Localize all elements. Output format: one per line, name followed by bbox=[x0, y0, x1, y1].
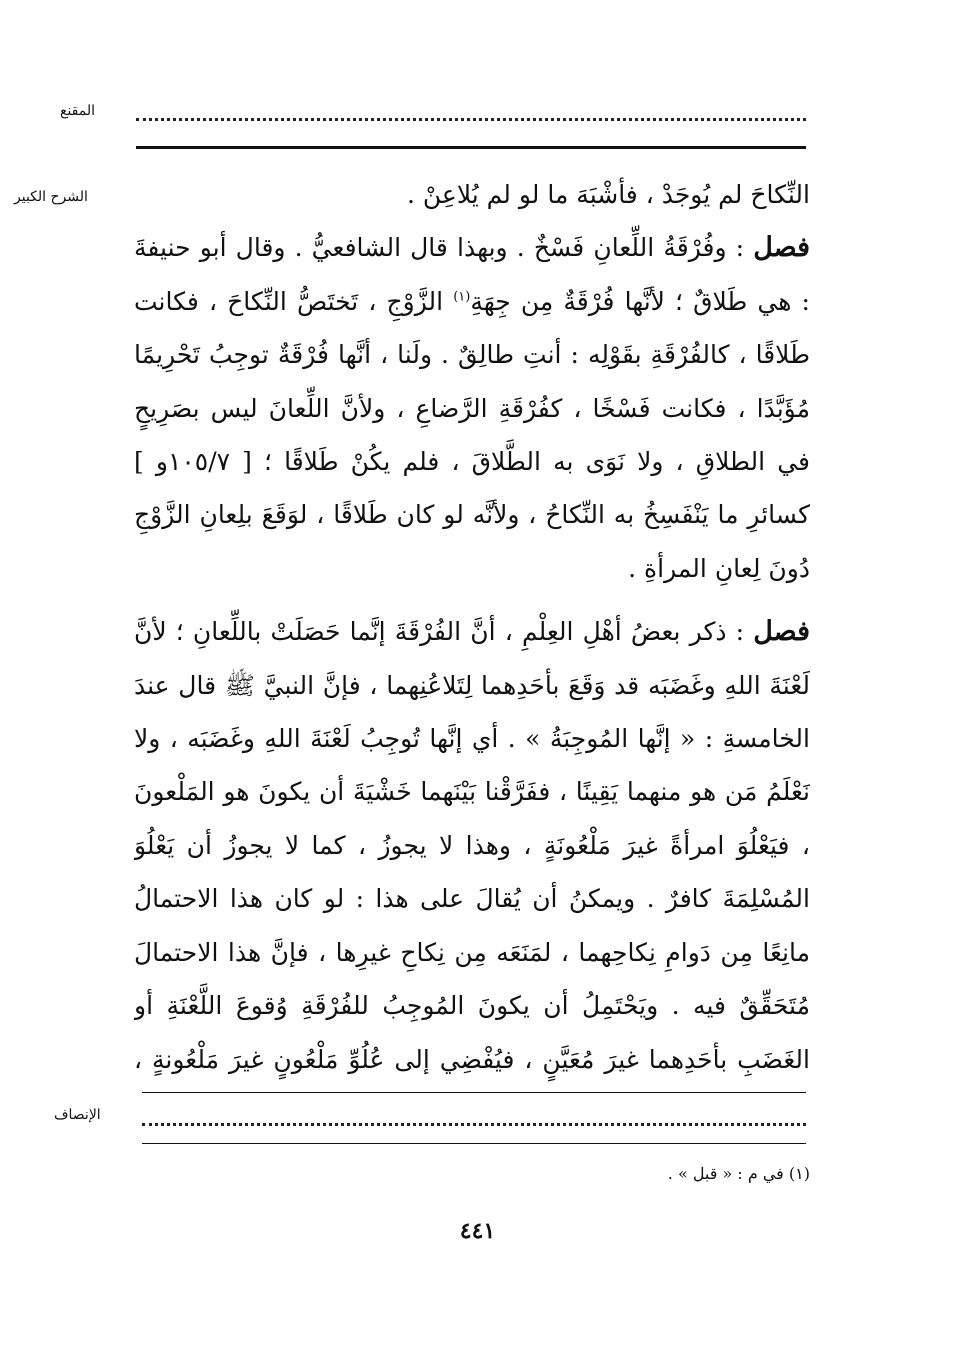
header-rule bbox=[136, 146, 806, 149]
footnote: (١) في م : « قبل » . bbox=[667, 1164, 810, 1183]
muqni-label: المقنع bbox=[60, 103, 96, 119]
fasl-1-paragraph: فصل : وفُرْقَةُ اللِّعانِ فَسْخٌ . وبهذا قال الشافعيُّ . وقال أبو حنيفةَ : هي طَلاقٌ ؛ لأنَّها فُرْقَةٌ مِن جِهَةِ$^{(١)}$ الزَّوْجِ ، تَختَصُّ النِّكاحَ ، فكانت طَلاقًا ، كالفُرْقَةِ بقَوْلِه : أنتِ طالِقٌ . ولَنا ، أنَّها فُرْقَةٌ توجِبُ تَحْرِيمًا مُؤَبَّدًا ، فكانت فَسْخًا ، كفُرْقَةِ الرَّضاعِ ، ولأنَّ اللِّعانَ ليس بصَرِيحٍ في الطلاقِ ، ولا نَوَى به الطَّلاقَ ، فلم يكُنْ طَلاقًا ؛ [ ١٠٥/٧و ] كسائرِ ما يَنْفَسِخُ به النِّكاحُ ، ولأنَّه لو كان طَلاقًا ، لوَقَعَ بلِعانِ الزَّوْجِ دُونَ لِعانِ المرأةِ . bbox=[134, 232, 810, 583]
muqni-dotted-line bbox=[136, 118, 806, 123]
fasl-1-heading: فصل bbox=[753, 232, 810, 264]
opening-line: النِّكاحَ لم يُوجَدْ ، فأشْبَهَ ما لو لم يُلاعِنْ . bbox=[407, 180, 810, 209]
page-number: ٤٤١ bbox=[459, 1218, 496, 1244]
commentary-bottom-rule bbox=[142, 1092, 806, 1093]
insaf-dotted-line bbox=[142, 1123, 806, 1128]
commentary-text bbox=[134, 168, 810, 1088]
insaf-label: الإنصاف bbox=[54, 1107, 101, 1123]
footnote-rule bbox=[142, 1143, 806, 1144]
footnote-ref-1: (١) bbox=[453, 289, 471, 305]
sharh-kabir-label: الشرح الكبير bbox=[14, 189, 88, 205]
fasl-2-paragraph: فصل : ذكر بعضُ أهْلِ العِلْمِ ، أنَّ الفُرْقَةَ إنَّما حَصَلَتْ باللِّعانِ ؛ لأنَّ لَعْنَةَ اللهِ وغَضَبَه قد وَقَعَ بأحَدِهما لِتَلاعُنِهما ، فإنَّ النبيَّ ﷺ قال عندَ الخامسةِ : « إنَّها المُوجِبَةُ » . أي إنَّها تُوجِبُ لَعْنَةَ اللهِ وغَضَبَه ، ولا نَعْلَمُ مَن هو منهما يَقِينًا ، ففَرَّقْنا بَيْنَهما خَشْيَةَ أن يكونَ هو المَلْعونَ ، فيَعْلُوَ امرأةً غيرَ مَلْعُونَةٍ ، وهذا لا يجوزُ ، كما لا يجوزُ أن يَعْلُوَ المُسْلِمَةَ كافرٌ . ويمكنُ أن يُقالَ على هذا : لو كان هذا الاحتمالُ مانِعًا مِن دَوامِ نِكاحِهما ، لمَنَعَه مِن نِكاحِ غيرِها ، فإنَّ هذا الاحتمالَ مُتَحَقِّقٌ فيه . ويَحْتَمِلُ أن يكونَ المُوجِبُ للفُرْقَةِ وُقوعَ اللَّعْنَةِ أو الغَضَبِ بأحَدِهما غيرَ مُعَيَّنٍ ، فيُفْضِي إلى عُلُوِّ مَلْعُونٍ غيرَ مَلْعُونةٍ ، bbox=[134, 616, 810, 1074]
fasl-2-heading: فصل bbox=[753, 616, 810, 648]
paragraph-gap bbox=[134, 595, 810, 605]
